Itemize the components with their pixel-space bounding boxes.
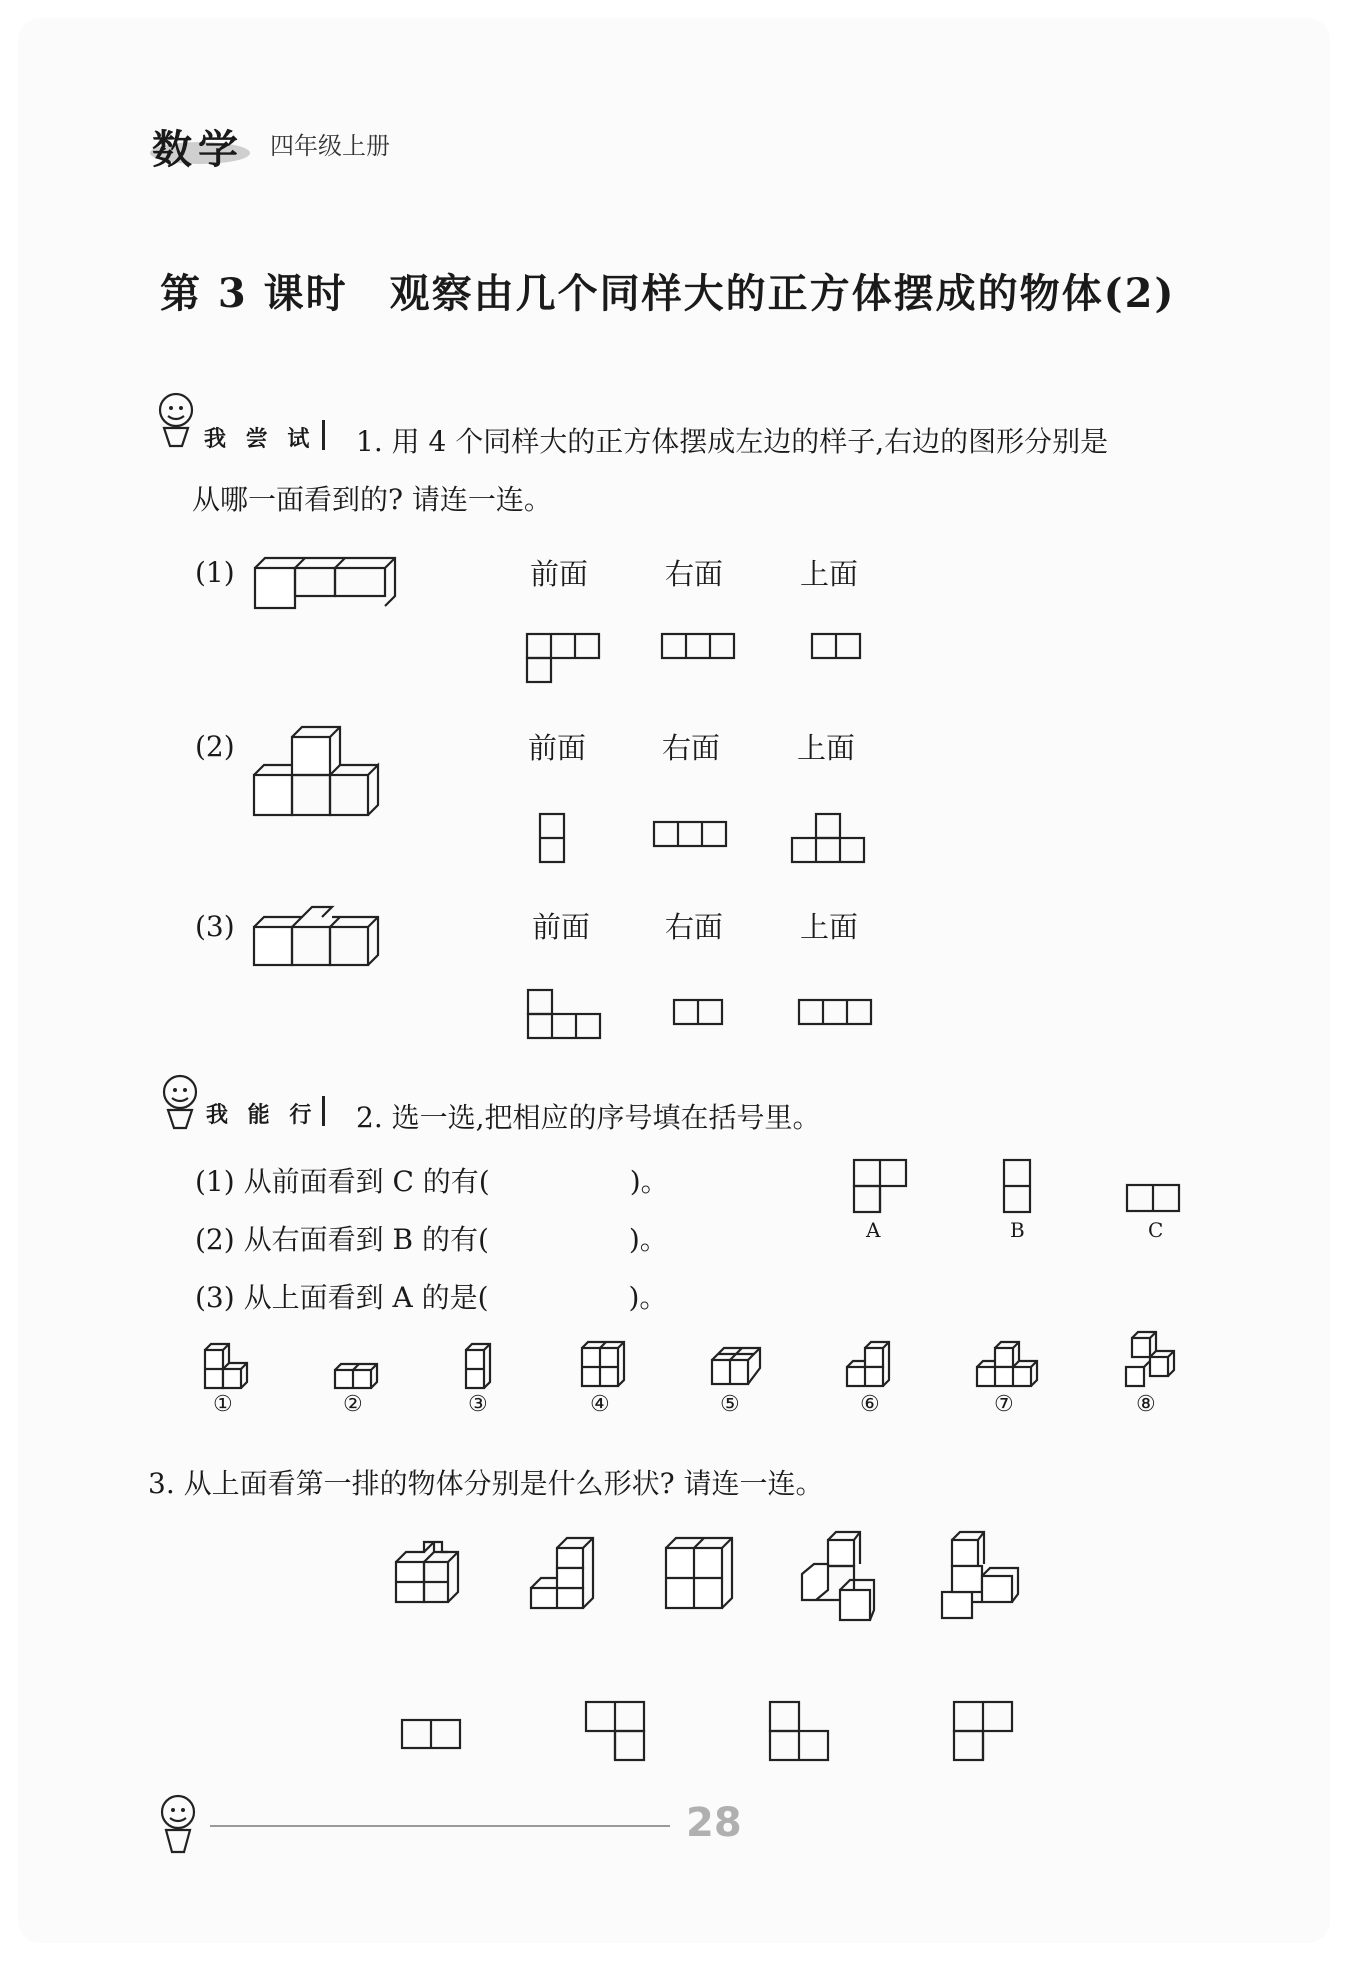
- view-b-letter: B: [1010, 1218, 1025, 1242]
- badge-divider-2: [322, 1096, 325, 1126]
- footer-line: [210, 1825, 670, 1827]
- question-2-item-1: (1) 从前面看到 C 的有( )。: [195, 1165, 669, 1198]
- solid-7-number: ⑦: [994, 1392, 1014, 1417]
- header-subject: 数学: [152, 127, 244, 173]
- solid-4: [580, 1340, 630, 1392]
- group-3-label-right: 右面: [665, 910, 724, 944]
- q3-solid-5: [940, 1530, 1020, 1622]
- view-a-shape: [852, 1158, 912, 1218]
- group-1-index: (1): [195, 556, 235, 589]
- view-c-shape: [1125, 1183, 1185, 1215]
- q3-view-4: [952, 1700, 1016, 1764]
- group-3-solid: [250, 905, 390, 975]
- group-3-view-b: [672, 998, 728, 1028]
- group-1-view-b: [660, 632, 740, 662]
- group-2-view-b: [652, 820, 732, 850]
- group-3-index: (3): [195, 910, 235, 943]
- question-1-line1: 1. 用 4 个同样大的正方体摆成左边的样子,右边的图形分别是: [356, 425, 1109, 458]
- group-1-label-front: 前面: [530, 557, 589, 591]
- solid-1: [203, 1342, 253, 1392]
- group-3-view-c: [797, 998, 877, 1028]
- group-2-label-front: 前面: [528, 731, 587, 765]
- question-1-line2: 从哪一面看到的? 请连一连。: [192, 483, 552, 516]
- group-1-solid: [250, 550, 400, 620]
- question-2-item-3: (3) 从上面看到 A 的是( )。: [195, 1281, 668, 1314]
- q3-view-2: [584, 1700, 648, 1764]
- solid-6: [845, 1336, 895, 1392]
- mascot-icon-2: [150, 1070, 210, 1130]
- page-number: 28: [686, 1800, 742, 1846]
- solid-5: [710, 1346, 762, 1392]
- solid-8: [1124, 1330, 1176, 1392]
- solid-5-number: ⑤: [720, 1392, 740, 1417]
- solid-2: [333, 1362, 383, 1392]
- question-2-item-2: (2) 从右面看到 B 的有( )。: [195, 1223, 668, 1256]
- group-3-view-a: [526, 988, 606, 1044]
- footer-mascot-icon: [150, 1790, 210, 1860]
- group-2-index: (2): [195, 730, 235, 763]
- solid-4-number: ④: [590, 1392, 610, 1417]
- view-c-letter: C: [1148, 1218, 1164, 1242]
- solid-1-number: ①: [213, 1392, 233, 1417]
- q3-solid-1: [392, 1540, 464, 1610]
- q3-solid-2: [527, 1536, 599, 1616]
- solid-3-number: ③: [468, 1392, 488, 1417]
- group-1-label-right: 右面: [665, 557, 724, 591]
- solid-2-number: ②: [343, 1392, 363, 1417]
- q3-view-3: [768, 1700, 832, 1764]
- solid-3: [464, 1342, 494, 1392]
- group-2-label-right: 右面: [662, 731, 721, 765]
- solid-8-number: ⑧: [1136, 1392, 1156, 1417]
- group-1-label-top: 上面: [800, 557, 859, 591]
- group-3-label-front: 前面: [532, 910, 591, 944]
- badge-can-do: 我 能 行: [206, 1103, 318, 1128]
- mascot-icon: [146, 388, 206, 448]
- badge-divider: [322, 420, 325, 450]
- group-3-label-top: 上面: [800, 910, 859, 944]
- question-3: 3. 从上面看第一排的物体分别是什么形状? 请连一连。: [148, 1467, 824, 1500]
- view-b-shape: [1002, 1158, 1036, 1218]
- group-2-view-c: [790, 812, 870, 868]
- header-grade: 四年级上册: [270, 132, 390, 160]
- badge-try: 我 尝 试: [204, 427, 316, 452]
- group-1-view-c: [810, 632, 866, 662]
- group-2-view-a: [538, 812, 568, 868]
- view-a-letter: A: [866, 1218, 881, 1242]
- solid-6-number: ⑥: [860, 1392, 880, 1417]
- lesson-title: 第 3 课时 观察由几个同样大的正方体摆成的物体(2): [160, 270, 1176, 317]
- solid-7: [975, 1336, 1039, 1392]
- group-2-solid: [250, 725, 390, 825]
- question-2: 2. 选一选,把相应的序号填在括号里。: [356, 1101, 821, 1134]
- group-1-view-a: [525, 632, 605, 688]
- q3-solid-4: [798, 1530, 878, 1622]
- q3-view-1: [400, 1718, 464, 1752]
- group-2-label-top: 上面: [797, 731, 856, 765]
- q3-solid-3: [662, 1536, 738, 1616]
